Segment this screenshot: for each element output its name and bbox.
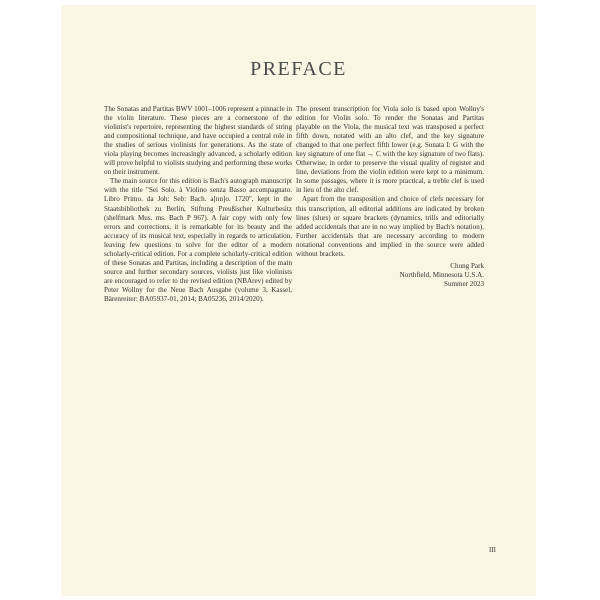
right-paragraph-2: Apart from the transposition and choice of clefs necessary for this transcription, all editorial additions are indicated by broken lines (slurs) or square brackets (dynamics, trills and editorially added accidentals that are in no way implied by Bach's notation). Further accidentals that are necessary according to modern notational conventions and implied in the source were added without brackets. bbox=[296, 195, 484, 258]
left-paragraph-2: The main source for this edition is Bach's autograph manuscript with the title "Sei Solo. à Violino senza Basso accompagnato. Libro Primo. da Joh: Seb: Bach. a[nn]o. 1720", kept in the Staatsbibliothek zu Berlin, Stiftung Preußischer Kulturbesitz (shelfmark Mus. ms. Bach P 967). A fair copy with only few errors and corrections, it is remarkable for its beauty and the accuracy of its musical text, especially in regards to articulation, leaving few questions to solve for the editor of a modern scholarly-critical edition. For a complete scholarly-critical edition of these Sonatas and Partitas, including a description of the main source and further secondary sources, violists just like violinists are encouraged to refer to the revised edition (NBArev) edited by Peter Wollny for the Neue Bach Ausgabe (volume 3, Kassel, Bärenreiter: BA05937-01, 2014; BA05236, 2014/2020). bbox=[104, 177, 292, 303]
left-paragraph-1: The Sonatas and Partitas BWV 1001–1006 represent a pinnacle in the violin literature. These pieces are a cornerstone of the violinist's repertoire, representing the highest standards of string and compositional technique, and have occupied a central role in the studies of serious violinists for generations. As the state of viola playing becomes increasingly advanced, a scholarly edition will prove helpful to violists studying and performing these works on their instrument. bbox=[104, 105, 292, 177]
book-page bbox=[61, 5, 536, 596]
page-number: III bbox=[489, 546, 496, 554]
signature-date: Summer 2023 bbox=[444, 279, 484, 288]
signature-place: Northfield, Minnesota U.S.A. bbox=[399, 270, 484, 279]
left-column bbox=[104, 105, 292, 304]
page-title: PREFACE bbox=[250, 58, 347, 80]
right-paragraph-1: The present transcription for Viola solo is based upon Wollny's edition for Violin solo. To render the Sonatas and Partitas playable on the Viola, the musical text was transposed a perfect fifth down, notated with an alto clef, and the key signature changed to that one perfect fifth lower (e.g. Sonata I: G with the key signature of one flat → C with the key signature of two flats). Otherwise, in order to preserve the visual quality of register and line, deviations from the violin edition were kept to a minimum. In some passages, where it is more practical, a treble clef is used in lieu of the alto clef. bbox=[296, 105, 484, 195]
signature-name: Chung Park bbox=[450, 261, 484, 270]
signature-block bbox=[296, 262, 484, 289]
right-column bbox=[296, 105, 484, 289]
